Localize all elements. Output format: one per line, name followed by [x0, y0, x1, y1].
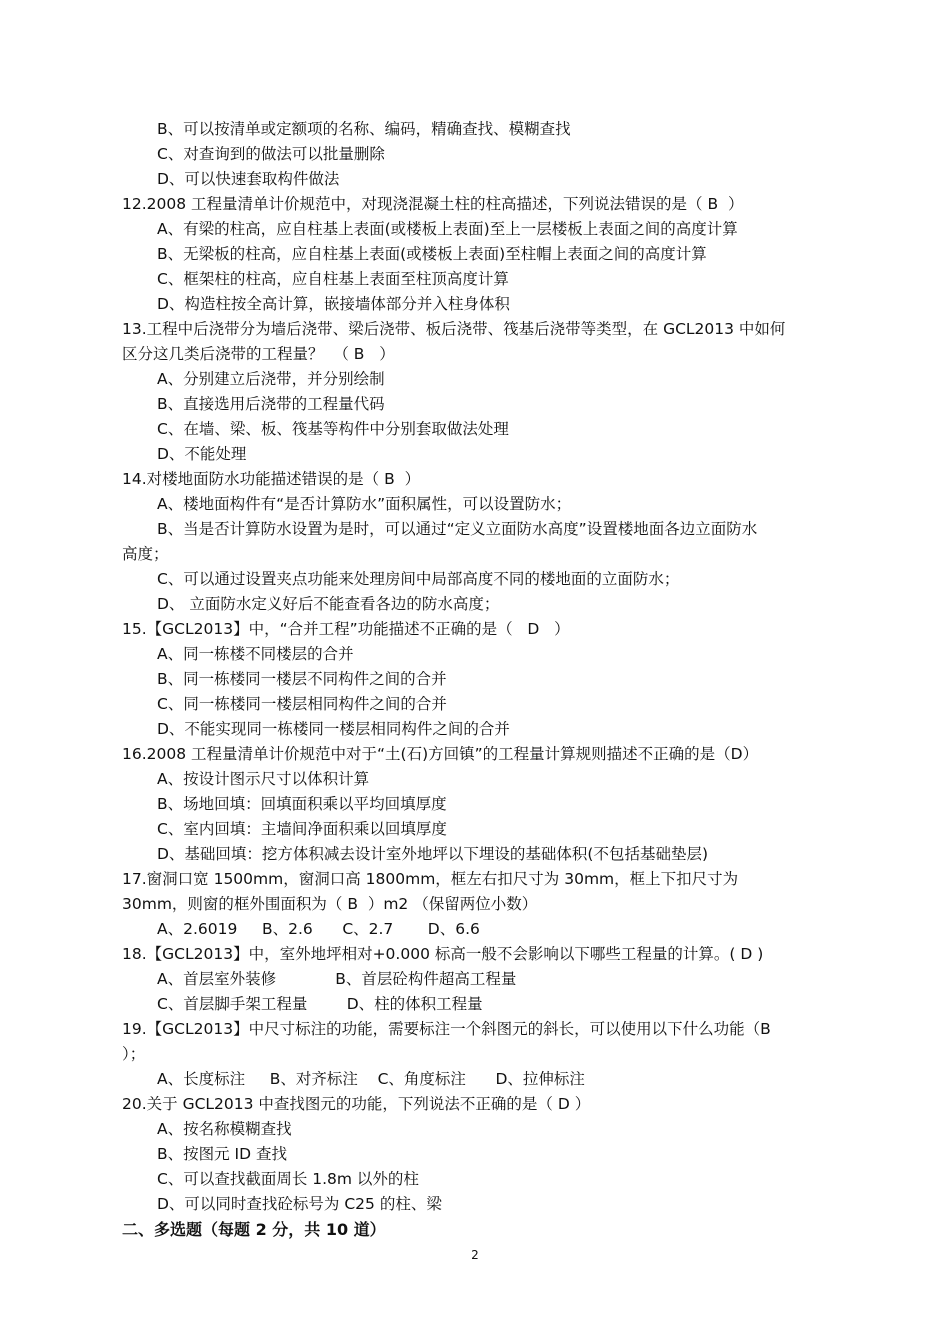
answer-option-line: A、分别建立后浇带，并分别绘制: [157, 370, 385, 388]
answer-option-line: A、首层室外装修 B、首层砼构件超高工程量: [157, 970, 517, 988]
answer-option-line: D、不能实现同一栋楼同一楼层相同构件之间的合并: [157, 720, 510, 738]
answer-option-line: A、按设计图示尺寸以体积计算: [157, 770, 370, 788]
answer-option-line: B、场地回填：回填面积乘以平均回填厚度: [157, 795, 447, 813]
page-number: 2: [471, 1248, 479, 1262]
question-line: 12.2008 工程量清单计价规范中，对现浇混凝土柱的柱高描述，下列说法错误的是（ B ）: [122, 195, 744, 213]
question-line: 19.【GCL2013】中尺寸标注的功能，需要标注一个斜图元的斜长，可以使用以下什么功能（B: [122, 1020, 771, 1038]
answer-option-line: A、按名称模糊查找: [157, 1120, 292, 1138]
answer-option-line: B、同一栋楼同一楼层不同构件之间的合并: [157, 670, 447, 688]
answer-option-line: A、同一栋楼不同楼层的合并: [157, 645, 354, 663]
answer-option-line: B、当是否计算防水设置为是时，可以通过“定义立面防水高度”设置楼地面各边立面防水: [157, 520, 758, 538]
answer-option-line: D、可以同时查找砼标号为 C25 的柱、梁: [157, 1195, 442, 1213]
answer-option-line: C、可以通过设置夹点功能来处理房间中局部高度不同的楼地面的立面防水；: [157, 570, 680, 588]
answer-option-line: A、楼地面构件有“是否计算防水”面积属性，可以设置防水；: [157, 495, 572, 513]
answer-option-line: C、对查询到的做法可以批量删除: [157, 145, 385, 163]
answer-option-line: C、同一栋楼同一楼层相同构件之间的合并: [157, 695, 447, 713]
question-line: 17.窗洞口宽 1500mm，窗洞口高 1800mm，框左右扣尺寸为 30mm，框上下扣尺寸为: [122, 870, 739, 888]
answer-option-line: D、不能处理: [157, 445, 247, 463]
answer-option-line: C、首层脚手架工程量 D、柱的体积工程量: [157, 995, 483, 1013]
question-line: 15.【GCL2013】中，“合并工程”功能描述不正确的是（ D ）: [122, 620, 570, 638]
answer-option-line: A、2.6019 B、2.6 C、2.7 D、6.6: [157, 920, 480, 938]
answer-option-line: C、框架柱的柱高，应自柱基上表面至柱顶高度计算: [157, 270, 509, 288]
question-line: 13.工程中后浇带分为墙后浇带、梁后浇带、板后浇带、筏基后浇带等类型，在 GCL2013 中如何: [122, 320, 786, 338]
question-line: 高度；: [122, 545, 169, 563]
answer-option-line: B、无梁板的柱高，应自柱基上表面(或楼板上表面)至柱帽上表面之间的高度计算: [157, 245, 707, 263]
answer-option-line: A、长度标注 B、对齐标注 C、角度标注 D、拉伸标注: [157, 1070, 585, 1088]
answer-option-line: D、 立面防水定义好后不能查看各边的防水高度；: [157, 595, 500, 613]
question-line: 区分这几类后浇带的工程量？ （ B ）: [122, 345, 395, 363]
answer-option-line: C、在墙、梁、板、筏基等构件中分别套取做法处理: [157, 420, 509, 438]
question-line: 20.关于 GCL2013 中查找图元的功能，下列说法不正确的是（ D ）: [122, 1095, 591, 1113]
answer-option-line: C、室内回填：主墙间净面积乘以回填厚度: [157, 820, 447, 838]
answer-option-line: C、可以查找截面周长 1.8m 以外的柱: [157, 1170, 419, 1188]
question-line: 14.对楼地面防水功能描述错误的是（ B ）: [122, 470, 421, 488]
answer-option-line: B、可以按清单或定额项的名称、编码，精确查找、模糊查找: [157, 120, 571, 138]
answer-option-line: D、可以快速套取构件做法: [157, 170, 340, 188]
answer-option-line: B、按图元 ID 查找: [157, 1145, 287, 1163]
answer-option-line: B、直接选用后浇带的工程量代码: [157, 395, 385, 413]
question-line: 16.2008 工程量清单计价规范中对于“土(石)方回镇”的工程量计算规则描述不正确的是（D）: [122, 745, 759, 763]
document-body: [122, 117, 834, 1242]
question-line: 18.【GCL2013】中，室外地坪相对+0.000 标高一般不会影响以下哪些工程量的计算。( D ): [122, 945, 764, 963]
question-line: ）；: [122, 1045, 146, 1063]
answer-option-line: A、有梁的柱高，应自柱基上表面(或楼板上表面)至上一层楼板上表面之间的高度计算: [157, 220, 738, 238]
section-heading: 二、多选题（每题 2 分，共 10 道）: [122, 1220, 386, 1239]
answer-option-line: D、构造柱按全高计算，嵌接墙体部分并入柱身体积: [157, 295, 510, 313]
question-line: 30mm，则窗的框外围面积为（ B ）m2 （保留两位小数）: [122, 895, 538, 913]
answer-option-line: D、基础回填：挖方体积减去设计室外地坪以下埋设的基础体积(不包括基础垫层): [157, 845, 709, 863]
